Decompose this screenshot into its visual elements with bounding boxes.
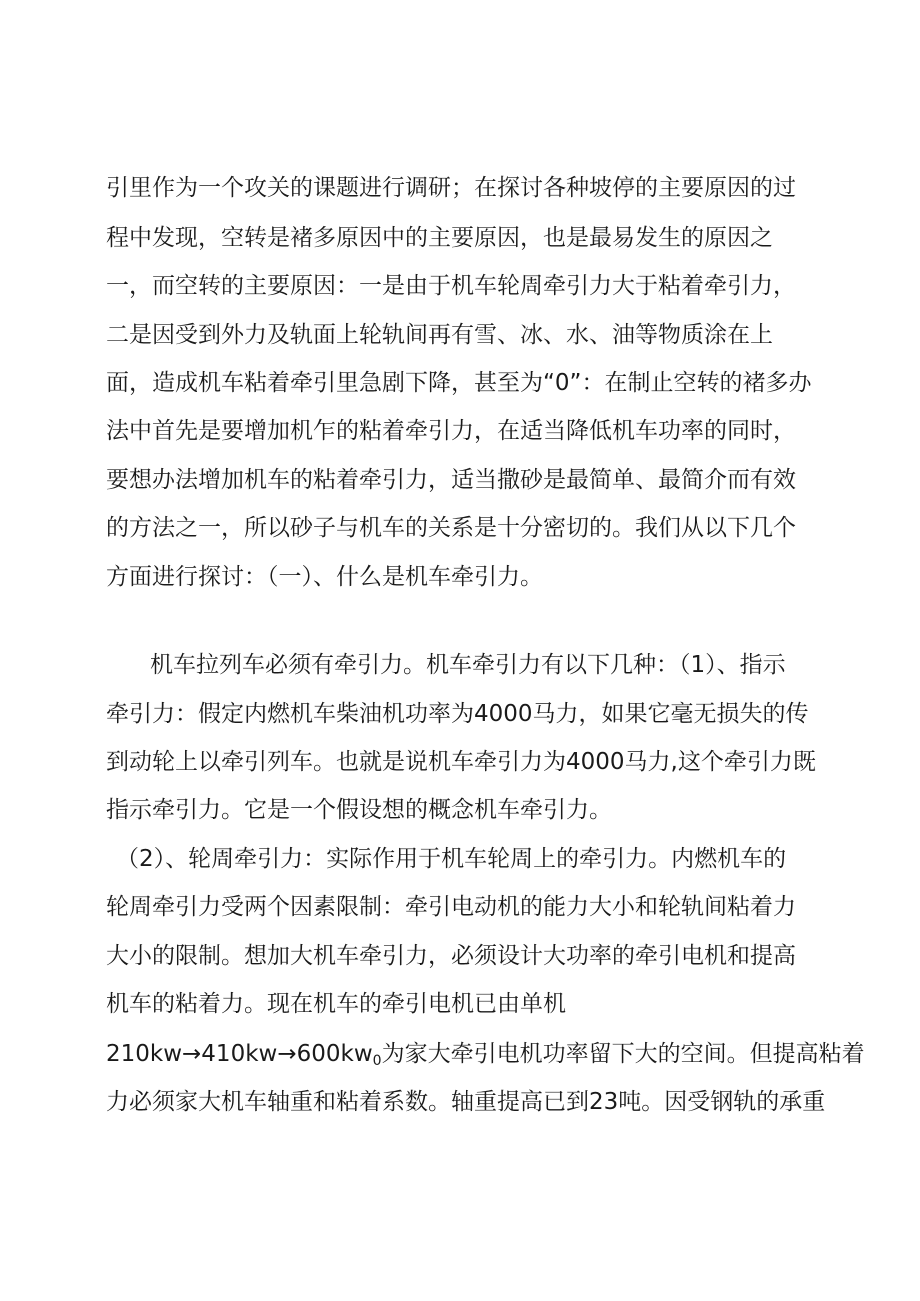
paragraph-1-line-5: 面，造成机车粘着牵引里急剧下降，甚至为“0”：在制止空转的褚多办: [106, 370, 812, 396]
paragraph-2-line-2: 牵引力：假定内燃机车柴油机功率为4000马力，如果它毫无损失的传: [106, 701, 809, 727]
paragraph-2-line-1: 机车拉列车必须有牵引力。机车牵引力有以下几种：（1）、指示: [150, 652, 786, 678]
paragraph-3-line-3: 大小的限制。想加大机车牵引力，必须设计大功率的牵引电机和提高: [106, 943, 796, 969]
paragraph-2-line-3: 到动轮上以牵引列车。也就是说机车牵引力为4000马力,这个牵引力既: [106, 749, 816, 775]
paragraph-1-line-8: 的方法之一，所以砂子与机车的关系是十分密切的。我们从以下几个: [106, 515, 796, 541]
paragraph-1-line-6: 法中首先是要增加机乍的粘着牵引力，在适当降低机车功率的同时，: [106, 418, 796, 444]
paragraph-1-line-2: 程中发现，空转是褚多原因中的主要原因，也是最易发生的原因之: [106, 225, 773, 251]
formula-prefix: 210kw→410kw→600kw: [106, 1041, 373, 1067]
paragraph-1-line-9: 方面进行探讨：（一）、什么是机车牵引力。: [106, 564, 543, 590]
paragraph-3-formula-line: [106, 1030, 865, 1078]
paragraph-3-last-line: 力必须家大机车轴重和粘着系数。轴重提高已到23吨。因受钢轨的承重: [106, 1089, 826, 1115]
formula-subscript: 0: [372, 1053, 382, 1069]
paragraph-3-line-2: 轮周牵引力受两个因素限制：牵引电动机的能力大小和轮轨间粘着力: [106, 894, 796, 920]
paragraph-3-line-1: （2）、轮周牵引力：实际作用于机车轮周上的牵引力。内燃机车的: [116, 846, 787, 872]
paragraph-3-line-4: 机车的粘着力。现在机车的牵引电机已由单机: [106, 991, 566, 1017]
formula-suffix: 为家大牵引电机功率留下大的空间。但提高粘着: [381, 1041, 865, 1067]
paragraph-2-line-4: 指示牵引力。它是一个假设想的概念机车牵引力。: [106, 797, 612, 823]
paragraph-1-line-1: 引里作为一个攻关的课题进行调研；在探讨各种坡停的主要原因的过: [106, 175, 796, 201]
paragraph-1-line-7: 要想办法增加机车的粘着牵引力，适当撒砂是最简单、最简介而有效: [106, 467, 796, 493]
paragraph-1-line-4: 二是因受到外力及轨面上轮轨间再有雪、冰、水、油等物质涂在上: [106, 322, 773, 348]
paragraph-1-line-3: 一，而空转的主要原因：一是由于机车轮周牵引力大于粘着牵引力，: [106, 273, 796, 299]
